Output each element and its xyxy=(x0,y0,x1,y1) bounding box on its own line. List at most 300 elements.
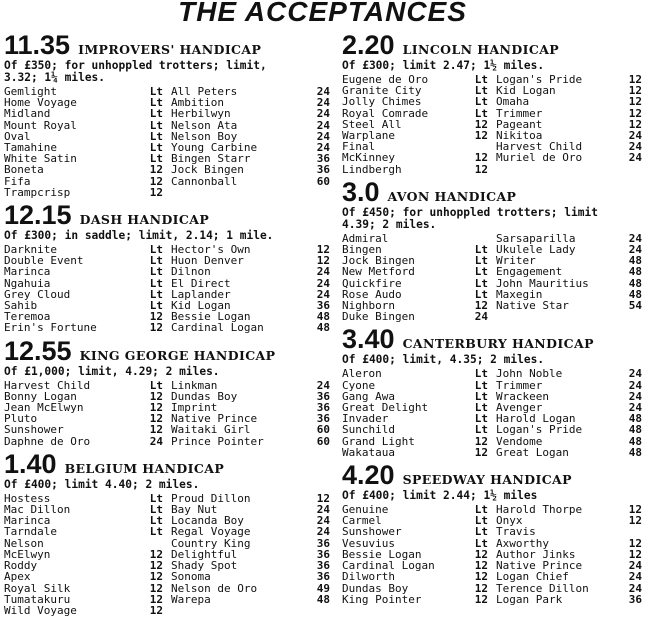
handicap-mark: 12 xyxy=(474,434,488,448)
race-name: KING GEORGE HANDICAP xyxy=(79,347,276,363)
race-header xyxy=(342,460,642,490)
horse-name: Trimmer xyxy=(496,107,543,119)
horse-name: Country King xyxy=(171,537,251,549)
horse-name: All Peters xyxy=(171,86,238,98)
handicap-mark: Lt xyxy=(474,276,488,290)
horse-name: Harold Logan xyxy=(496,413,576,425)
entry xyxy=(4,278,163,289)
entry xyxy=(171,424,330,435)
handicap-mark: 12 xyxy=(628,95,642,109)
horse-name: Logan's Pride xyxy=(496,424,583,436)
handicap-mark: 12 xyxy=(149,389,163,403)
entry xyxy=(4,391,163,402)
entry xyxy=(171,289,330,300)
handicap-mark: 24 xyxy=(316,525,330,539)
horse-name: Nelson de Oro xyxy=(171,582,258,594)
entry xyxy=(171,549,330,560)
entry xyxy=(171,402,330,413)
handicap-mark: 12 xyxy=(149,592,163,606)
entry xyxy=(4,605,163,616)
handicap-mark: 48 xyxy=(316,592,330,606)
horse-name: Pluto xyxy=(4,413,38,425)
handicap-mark: 24 xyxy=(628,231,642,245)
entry xyxy=(171,515,330,526)
entry xyxy=(4,311,163,322)
entry xyxy=(171,164,330,175)
horse-name: Laplander xyxy=(171,288,231,301)
handicap-mark: Lt xyxy=(149,265,163,279)
handicap-mark: 24 xyxy=(316,265,330,279)
horse-name: Native Star xyxy=(496,300,569,312)
handicap-mark: 48 xyxy=(628,276,642,290)
entries-grid xyxy=(342,233,642,323)
horse-name: Granite City xyxy=(342,85,422,97)
handicap-mark: Lt xyxy=(149,152,163,166)
horse-name: Logan Chief xyxy=(496,571,569,583)
race-conditions: Of £400; limit 4.40; 2 miles. xyxy=(4,477,200,491)
horse-name: Proud Dillon xyxy=(171,492,251,505)
entry xyxy=(4,549,163,560)
entry xyxy=(4,515,163,526)
horse-name: Daphne de Oro xyxy=(4,435,91,447)
race-header xyxy=(342,177,642,207)
entry xyxy=(4,266,163,277)
entry xyxy=(496,380,642,391)
horse-name: Tarndale xyxy=(4,526,57,538)
entry xyxy=(342,549,488,560)
race-belgium xyxy=(4,449,330,616)
handicap-mark: Lt xyxy=(474,367,488,381)
handicap-mark: 12 xyxy=(628,536,642,550)
horse-name: El Direct xyxy=(171,277,231,289)
horse-name: Writer xyxy=(496,255,536,267)
race-lincoln xyxy=(342,30,642,175)
handicap-mark: 24 xyxy=(316,378,330,392)
horse-name: Native Prince xyxy=(171,413,258,425)
entry xyxy=(171,504,330,515)
entry xyxy=(342,119,488,130)
entry xyxy=(342,560,488,571)
entry xyxy=(4,120,163,131)
horse-name: Dundas Boy xyxy=(342,582,409,594)
horse-name: Wakataua xyxy=(342,446,395,459)
entry xyxy=(342,447,488,458)
entry xyxy=(171,583,330,594)
horse-name: McElwyn xyxy=(4,548,51,561)
entry xyxy=(4,289,163,300)
race-header xyxy=(4,30,330,60)
entry xyxy=(171,560,330,571)
entry xyxy=(4,86,163,97)
entry xyxy=(4,493,163,504)
entry xyxy=(4,571,163,582)
handicap-mark: 48 xyxy=(628,412,642,426)
entry xyxy=(342,413,488,424)
horse-name: Ukulele Lady xyxy=(496,244,576,256)
handicap-mark: 36 xyxy=(316,401,330,415)
horse-name: Marinca xyxy=(4,266,51,278)
entry xyxy=(171,153,330,164)
horse-name: Marinca xyxy=(4,515,51,527)
race-dash xyxy=(4,200,330,334)
horse-name: Terence Dillon xyxy=(496,582,589,594)
handicap-mark: 60 xyxy=(316,174,330,188)
handicap-mark: 24 xyxy=(316,503,330,517)
entry xyxy=(342,583,488,594)
entry xyxy=(171,391,330,402)
horse-name: Rose Audo xyxy=(342,288,402,301)
handicap-mark: 12 xyxy=(149,412,163,426)
right-column xyxy=(342,30,642,607)
entry xyxy=(342,380,488,391)
handicap-mark: 48 xyxy=(628,287,642,301)
handicap-mark: Lt xyxy=(474,401,488,415)
handicap-mark: 12 xyxy=(474,445,488,459)
horse-name: Imprint xyxy=(171,402,218,414)
handicap-mark: 12 xyxy=(149,310,163,324)
entry xyxy=(171,526,330,537)
entry xyxy=(171,436,330,447)
horse-name: Hostess xyxy=(4,492,51,505)
entry xyxy=(342,526,488,537)
entry xyxy=(342,311,488,322)
handicap-mark: 24 xyxy=(316,141,330,155)
handicap-mark: 60 xyxy=(316,423,330,437)
horse-name: Aleron xyxy=(342,368,382,380)
entry xyxy=(496,141,642,152)
horse-name: Final xyxy=(342,141,376,153)
entry xyxy=(4,436,163,447)
entry xyxy=(496,289,642,300)
horse-name: Harvest Child xyxy=(496,141,583,153)
entry xyxy=(171,86,330,97)
horse-name: Tamahine xyxy=(4,142,57,154)
handicap-mark: Lt xyxy=(149,254,163,268)
race-canterbury xyxy=(342,324,642,458)
handicap-mark: 36 xyxy=(316,163,330,177)
entry xyxy=(496,300,642,311)
horse-name: Tumatakuru xyxy=(4,593,71,605)
horse-name: Nelson xyxy=(4,537,44,549)
horse-name: Ngahuia xyxy=(4,277,51,289)
horse-name: Bay Nut xyxy=(171,504,218,516)
horse-name: Harold Thorpe xyxy=(496,504,583,516)
handicap-mark: 24 xyxy=(628,140,642,154)
race-name: AVON HANDICAP xyxy=(387,188,517,204)
handicap-mark: 24 xyxy=(628,581,642,595)
horse-name: Kid Logan xyxy=(171,300,231,312)
entry xyxy=(342,96,488,107)
race-name: SPEEDWAY HANDICAP xyxy=(402,472,572,488)
entry xyxy=(496,233,642,244)
handicap-mark: 36 xyxy=(316,536,330,550)
entry xyxy=(342,233,488,244)
horse-name: Nikitoa xyxy=(496,130,543,142)
handicap-mark: 12 xyxy=(474,547,488,561)
handicap-mark: Lt xyxy=(149,276,163,290)
entry xyxy=(4,97,163,108)
handicap-mark: 48 xyxy=(628,265,642,279)
horse-name: Hector's Own xyxy=(171,244,251,256)
handicap-mark: 12 xyxy=(474,129,488,143)
horse-name: Logan Park xyxy=(496,593,563,605)
handicap-mark: Lt xyxy=(474,423,488,437)
entry xyxy=(496,278,642,289)
handicap-mark: 12 xyxy=(149,570,163,584)
handicap-mark: 36 xyxy=(628,592,642,606)
handicap-mark: 48 xyxy=(316,310,330,324)
handicap-mark: 12 xyxy=(149,401,163,415)
handicap-mark: 24 xyxy=(474,310,488,324)
handicap-mark: 12 xyxy=(628,117,642,131)
handicap-mark: 24 xyxy=(316,85,330,98)
entry xyxy=(342,74,488,85)
race-name: IMPROVERS' HANDICAP xyxy=(78,42,262,57)
horse-name: Sunshower xyxy=(4,424,64,436)
race-speedway xyxy=(342,460,642,605)
horse-name: John Noble xyxy=(496,368,563,380)
race-name: DASH HANDICAP xyxy=(79,212,210,228)
handicap-mark: 12 xyxy=(149,174,163,188)
handicap-mark: 36 xyxy=(316,570,330,584)
entry xyxy=(4,504,163,515)
entry xyxy=(171,605,330,616)
race-header xyxy=(342,324,642,354)
handicap-mark: 12 xyxy=(149,581,163,595)
horse-name: Native Prince xyxy=(496,560,583,572)
entry xyxy=(4,424,163,435)
handicap-mark: 24 xyxy=(149,434,163,448)
handicap-mark: Lt xyxy=(474,503,488,517)
race-avon xyxy=(342,177,642,323)
horse-name: Teremoa xyxy=(4,311,51,323)
handicap-mark: 12 xyxy=(149,185,163,199)
entry xyxy=(496,130,642,141)
entry xyxy=(342,85,488,96)
entry xyxy=(171,244,330,255)
horse-name: Muriel de Oro xyxy=(496,152,583,164)
entry xyxy=(171,187,330,198)
entry xyxy=(342,391,488,402)
horse-name: John Mauritius xyxy=(496,277,589,289)
handicap-mark: 48 xyxy=(628,254,642,268)
horse-name: Jean McElwyn xyxy=(4,402,84,414)
handicap-mark: 12 xyxy=(149,321,163,335)
entries-grid xyxy=(342,368,642,458)
horse-name: White Satin xyxy=(4,153,77,165)
entry xyxy=(496,244,642,255)
entry xyxy=(171,108,330,119)
handicap-mark: 36 xyxy=(316,299,330,313)
handicap-mark: 12 xyxy=(628,106,642,120)
entry xyxy=(4,380,163,391)
race-king-george xyxy=(4,336,330,447)
handicap-mark: 12 xyxy=(474,581,488,595)
handicap-mark: 12 xyxy=(316,491,330,505)
handicap-mark: Lt xyxy=(474,525,488,539)
handicap-mark: 12 xyxy=(149,547,163,561)
horse-name: Omaha xyxy=(496,96,530,108)
race-conditions: Of £400; limit 2.44; 1½ miles xyxy=(342,489,538,503)
entry xyxy=(496,255,642,266)
entry xyxy=(171,380,330,391)
horse-name: Wrackeen xyxy=(496,390,549,403)
entry xyxy=(171,131,330,142)
horse-name: Nighborn xyxy=(342,300,395,312)
horse-name: Grand Light xyxy=(342,435,415,447)
horse-name: Great Logan xyxy=(496,446,569,459)
entry xyxy=(496,515,642,526)
handicap-mark: Lt xyxy=(474,73,488,86)
handicap-mark: Lt xyxy=(474,378,488,392)
horse-name: Logan's Pride xyxy=(496,74,583,86)
entry xyxy=(342,402,488,413)
handicap-mark: Lt xyxy=(149,107,163,121)
handicap-mark: 12 xyxy=(628,503,642,517)
handicap-mark: 12 xyxy=(474,117,488,131)
horse-name: Bessie Logan xyxy=(342,548,422,561)
handicap-mark: 24 xyxy=(628,559,642,573)
horse-name: Double Event xyxy=(4,255,84,267)
horse-name: Bingen Starr xyxy=(171,153,251,165)
entry xyxy=(171,493,330,504)
horse-name: Cyone xyxy=(342,379,376,391)
race-header xyxy=(4,200,330,230)
horse-name: Sunshower xyxy=(342,526,402,538)
handicap-mark: 36 xyxy=(316,152,330,166)
handicap-mark: 24 xyxy=(316,96,330,110)
handicap-mark: Lt xyxy=(474,389,488,403)
entry xyxy=(171,266,330,277)
handicap-mark: 12 xyxy=(474,570,488,584)
horse-name: Bingen xyxy=(342,244,382,256)
entry xyxy=(171,278,330,289)
horse-name: Gemlight xyxy=(4,86,57,98)
horse-name: Huon Denver xyxy=(171,255,244,267)
entry xyxy=(496,560,642,571)
handicap-mark: 36 xyxy=(316,412,330,426)
entry xyxy=(171,413,330,424)
handicap-mark: Lt xyxy=(149,514,163,528)
handicap-mark: 24 xyxy=(316,129,330,143)
entry xyxy=(496,436,642,447)
entries-grid xyxy=(4,86,330,198)
race-conditions: Of £300; limit 2.47; 1½ miles. xyxy=(342,59,545,72)
entry xyxy=(342,436,488,447)
entry xyxy=(4,153,163,164)
entry xyxy=(496,152,642,163)
handicap-mark: 12 xyxy=(316,254,330,268)
handicap-mark: 12 xyxy=(474,559,488,573)
handicap-mark: Lt xyxy=(149,96,163,110)
handicap-mark: 12 xyxy=(628,84,642,98)
handicap-mark: 24 xyxy=(628,389,642,403)
horse-name: Trampcrisp xyxy=(4,186,71,199)
horse-name: Cannonball xyxy=(171,175,238,187)
horse-name: Admiral xyxy=(342,232,389,245)
entry xyxy=(496,594,642,605)
entry xyxy=(171,97,330,108)
handicap-mark: Lt xyxy=(474,265,488,279)
handicap-mark: 24 xyxy=(316,118,330,132)
entry xyxy=(496,583,642,594)
entry xyxy=(496,424,642,435)
race-time: 12.15 xyxy=(4,200,72,231)
entry xyxy=(342,244,488,255)
entry xyxy=(342,108,488,119)
horse-name: Maxegin xyxy=(496,288,543,301)
entry xyxy=(342,152,488,163)
horse-name: Royal Silk xyxy=(4,582,71,594)
handicap-mark: 12 xyxy=(149,603,163,617)
entry xyxy=(496,108,642,119)
horse-name: New Metford xyxy=(342,266,415,278)
page-title: THE ACCEPTANCES xyxy=(178,0,467,27)
entry xyxy=(342,130,488,141)
horse-name: Travis xyxy=(496,526,536,538)
handicap-mark: Lt xyxy=(149,243,163,257)
handicap-mark: Lt xyxy=(149,491,163,505)
race-name: LINCOLN HANDICAP xyxy=(402,42,560,57)
handicap-mark: 12 xyxy=(149,163,163,177)
entries-grid xyxy=(342,504,642,605)
handicap-mark: 24 xyxy=(628,570,642,584)
horse-name: Sarsaparilla xyxy=(496,232,576,245)
entry xyxy=(171,120,330,131)
handicap-mark: 48 xyxy=(628,445,642,459)
entry xyxy=(4,583,163,594)
handicap-mark: 12 xyxy=(149,559,163,573)
horse-name: Sunchild xyxy=(342,424,395,436)
horse-name: Avenger xyxy=(496,402,543,414)
entry xyxy=(342,594,488,605)
horse-name: Kid Logan xyxy=(496,85,556,97)
horse-name: Cardinal Logan xyxy=(171,322,264,334)
entry xyxy=(171,142,330,153)
horse-name: McKinney xyxy=(342,152,395,164)
handicap-mark: 24 xyxy=(628,243,642,257)
horse-name: Carmel xyxy=(342,515,382,527)
handicap-mark: Lt xyxy=(474,287,488,301)
horse-name: Invader xyxy=(342,413,389,425)
horse-name: Wild Voyage xyxy=(4,604,77,617)
entry xyxy=(496,538,642,549)
race-name: CANTERBURY HANDICAP xyxy=(402,336,594,352)
race-header xyxy=(342,30,642,60)
horse-name: Great Delight xyxy=(342,402,429,414)
horse-name: Bonny Logan xyxy=(4,390,77,403)
handicap-mark: Lt xyxy=(149,525,163,539)
handicap-mark: Lt xyxy=(149,85,163,98)
horse-name: Grey Cloud xyxy=(4,288,71,301)
horse-name: Bessie Logan xyxy=(171,311,251,323)
race-time: 3.40 xyxy=(342,324,395,355)
entry xyxy=(496,391,642,402)
entry xyxy=(496,96,642,107)
handicap-mark: 49 xyxy=(316,581,330,595)
entries-grid xyxy=(342,74,642,175)
entry xyxy=(496,447,642,458)
horse-name: Roddy xyxy=(4,560,38,572)
horse-name: Jock Bingen xyxy=(342,255,415,267)
horse-name: Axworthy xyxy=(496,537,549,549)
entry xyxy=(342,278,488,289)
handicap-mark: 24 xyxy=(628,129,642,143)
horse-name: Genuine xyxy=(342,504,389,516)
race-name: BELGIUM HANDICAP xyxy=(64,460,225,476)
handicap-mark: Lt xyxy=(474,95,488,109)
handicap-mark: 12 xyxy=(628,514,642,528)
